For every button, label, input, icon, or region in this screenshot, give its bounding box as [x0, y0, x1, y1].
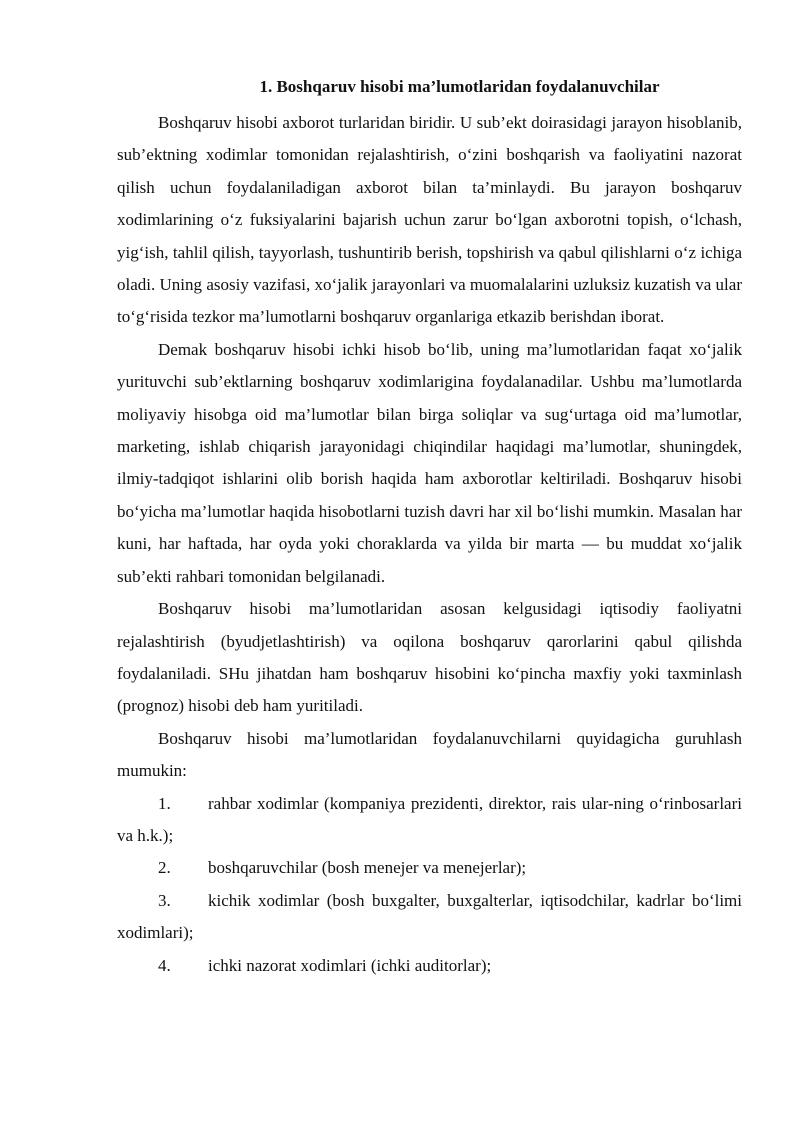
list-item [117, 852, 742, 884]
list-item-number: 4. [158, 955, 171, 975]
list-item [117, 885, 742, 950]
paragraph-planning: Boshqaruv hisobi ma’lumotlaridan asosan kelgusidagi iqtisodiy faoliyatni rejalashtirish (byudjetlashtirish) va oqilona boshqaruv qarorlarini qabul qilishda foydalaniladi. SHu jihatdan ham boshqaruv hisobini ko‘pincha maxfiy yoki taxminlash (prognoz) hisobi deb ham yuritiladi. [117, 599, 742, 716]
list-item-number: 1. [158, 793, 171, 813]
list-item-number: 2. [158, 858, 171, 878]
list-item-text: kichik xodimlar (bosh buxgalter, buxgalterlar, iqtisodchilar, kadrlar bo‘limi xodimlari); [117, 890, 742, 943]
document-title: 1. Boshqaruv hisobi ma’lumotlaridan foydalanuvchilar [259, 77, 660, 96]
list-item [117, 788, 742, 853]
paragraph-intro: Boshqaruv hisobi axborot turlaridan biridir. U sub’ekt doirasidagi jarayon hisoblanib, sub’ektning xodimlar tomonidan rejalashtirish, o‘zini boshqarish va faoliyatini nazorat qilish uchun foydalaniladigan axborot bilan ta’minlaydi. Bu jarayon boshqaruv xodimlarining o‘z fuksiyalarini bajarish uchun zarur bo‘lgan axborotni topish, o‘lchash, yig‘ish, tahlil qilish, tayyorlash, tushuntirib berish, topshirish va qabul qilishlarni o‘z ichiga oladi. Uning asosiy vazifasi, xo‘jalik jarayonlari va muomalalarini uzluksiz kuzatish va ular to‘g‘risida tezkor ma’lumotlarni boshqaruv organlariga etkazib berishdan iborat. [117, 113, 742, 327]
document-page [117, 74, 742, 982]
list-item-text: ichki nazorat xodimlari (ichki auditorlar); [208, 955, 492, 975]
list-item-text: boshqaruvchilar (bosh menejer va menejerlar); [208, 858, 527, 878]
paragraph-grouping: Boshqaruv hisobi ma’lumotlaridan foydalanuvchilarni quyidagicha guruhlash mumukin: [117, 728, 742, 781]
list-item [117, 950, 742, 982]
paragraph-internal-accounting: Demak boshqaruv hisobi ichki hisob bo‘lib, uning ma’lumotlaridan faqat xo‘jalik yurituvchi sub’ektlarning boshqaruv xodimlarigina foydalanadilar. Ushbu ma’lumotlarda moliyaviy hisobga oid ma’lumotlar bilan birga soliqlar va sug‘urtaga oid ma’lumotlar, marketing, ishlab chiqarish jarayonidagi chiqindilar haqidagi ma’lumotlar, shuningdek, ilmiy-tadqiqot ishlarini olib borish haqida ham axborotlar keltiriladi. Boshqaruv hisobi bo‘yicha ma’lumotlar haqida hisobotlarni tuzish davri har xil bo‘lishi mumkin. Masalan har kuni, har haftada, har oyda yoki choraklarda va yilda bir marta — bu muddat xo‘jalik sub’ekti rahbari tomonidan belgilanadi. [117, 339, 742, 586]
list-item-text: rahbar xodimlar (kompaniya prezidenti, direktor, rais ular-ning o‘rinbosarlari va h.k.); [117, 793, 742, 845]
list-item-number: 3. [158, 890, 171, 910]
